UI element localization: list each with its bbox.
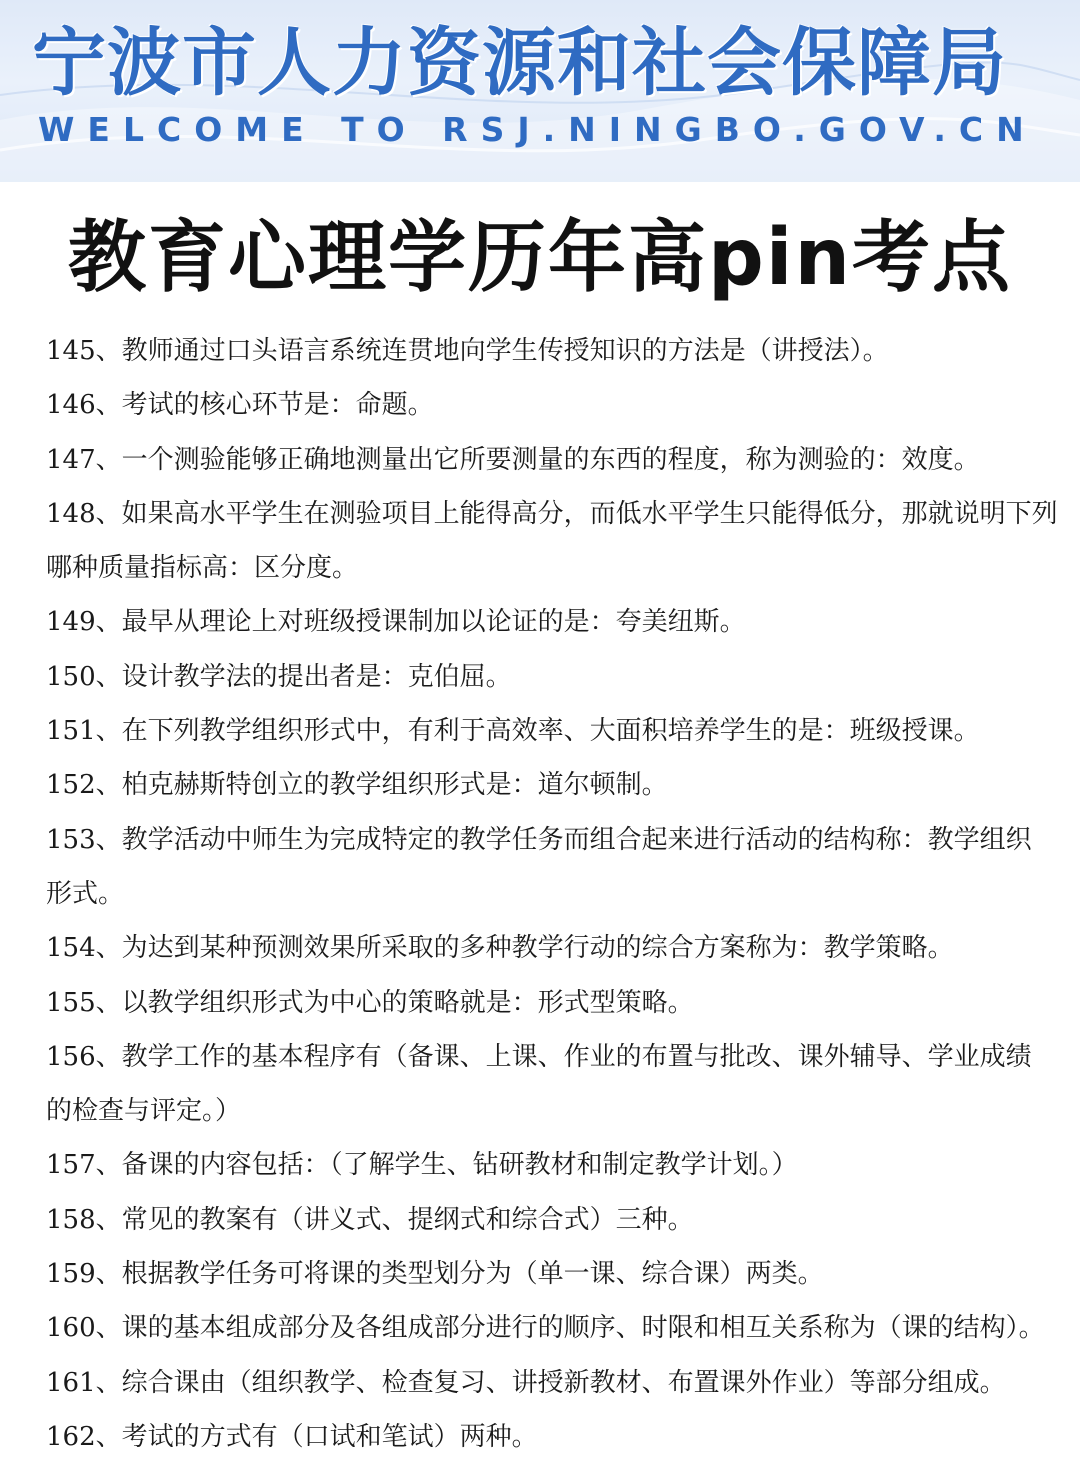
- list-item: 149、最早从理论上对班级授课制加以论证的是：夸美纽斯。: [46, 607, 746, 638]
- agency-name: 宁波市人力资源和社会保障局: [32, 20, 1007, 106]
- list-item: 155、以教学组织形式为中心的策略就是：形式型策略。: [46, 987, 694, 1018]
- list-item: 145、教师通过口头语言系统连贯地向学生传授知识的方法是（讲授法）。: [46, 336, 889, 366]
- list-item: 154、为达到某种预测效果所采取的多种教学行动的综合方案称为：教学策略。: [46, 933, 954, 964]
- list-item: 形式。: [46, 878, 125, 909]
- list-item: 161、综合课由（组织教学、检查复习、讲授新教材、布置课外作业）等部分组成。: [46, 1367, 1006, 1398]
- list-item: 148、如果高水平学生在测验项目上能得高分，而低水平学生只能得低分，那就说明下列: [46, 498, 1058, 529]
- question-list: [46, 324, 1058, 1464]
- list-item: 153、教学活动中师生为完成特定的教学任务而组合起来进行活动的结构称：教学组织: [46, 824, 1032, 855]
- agency-website: WELCOME TO RSJ.NINGBO.GOV.CN: [38, 110, 1037, 149]
- list-item: 151、在下列教学组织形式中，有利于高效率、大面积培养学生的是：班级授课。: [46, 716, 980, 747]
- list-item: 162、考试的方式有（口试和笔试）两种。: [46, 1421, 538, 1452]
- list-item: 152、柏克赫斯特创立的教学组织形式是：道尔顿制。: [46, 770, 668, 801]
- list-item: 159、根据教学任务可将课的类型划分为（单一课、综合课）两类。: [46, 1259, 824, 1290]
- list-item: 158、常见的教案有（讲义式、提纲式和综合式）三种。: [46, 1204, 694, 1235]
- list-item: 146、考试的核心环节是：命题。: [46, 390, 434, 421]
- list-item: 156、教学工作的基本程序有（备课、上课、作业的布置与批改、课外辅导、学业成绩: [46, 1041, 1032, 1072]
- list-item: 哪种质量指标高：区分度。: [46, 553, 359, 584]
- list-item: 150、设计教学法的提出者是：克伯屈。: [46, 661, 512, 692]
- page-title: 教育心理学历年高pin考点: [67, 213, 1013, 303]
- list-item: 147、一个测验能够正确地测量出它所要测量的东西的程度，称为测验的：效度。: [46, 444, 980, 475]
- list-item: 的检查与评定。）: [46, 1096, 242, 1127]
- header-banner: [0, 0, 1080, 182]
- list-item: 160、课的基本组成部分及各组成部分进行的顺序、时限和相互关系称为（课的结构）。: [46, 1313, 1045, 1344]
- list-item: 157、备课的内容包括：（了解学生、钻研教材和制定教学计划。）: [46, 1150, 798, 1181]
